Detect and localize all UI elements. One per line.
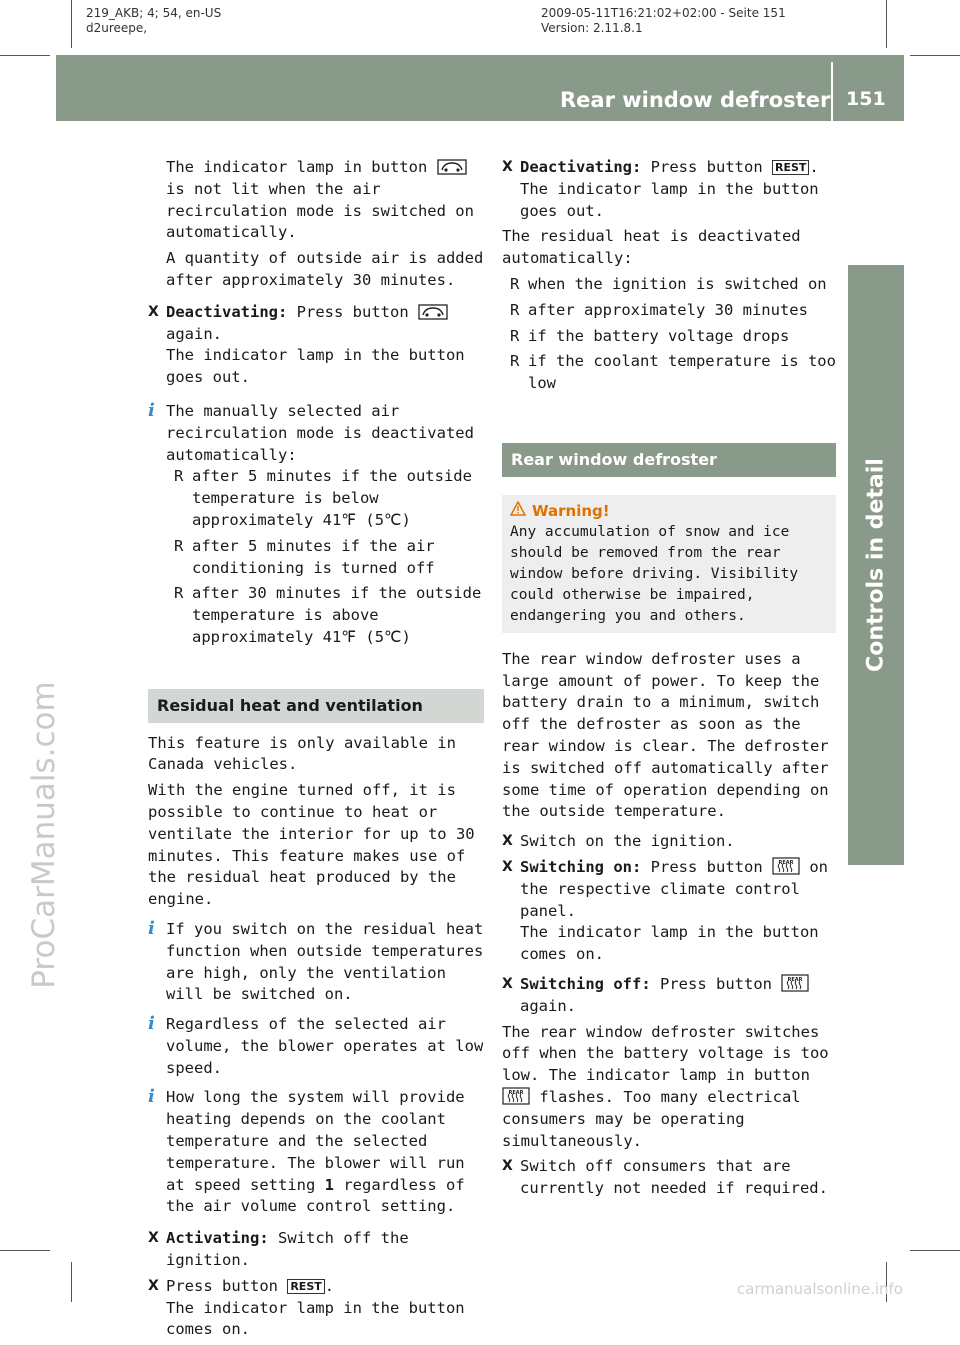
- step: [502, 157, 836, 222]
- rest-button-icon: REST: [772, 160, 809, 175]
- print-meta-right-line1: 2009-05-11T16:21:02+02:00 - Seite 151: [541, 6, 786, 20]
- watermark: ProCarManuals.com: [26, 681, 62, 989]
- info-text: Regardless of the selected air volume, the blower operates at low speed.: [166, 1015, 484, 1077]
- step-result: The indicator lamp in the button comes on.: [520, 923, 819, 964]
- text: Press button: [650, 857, 763, 876]
- crop-mark: [0, 55, 50, 56]
- step: [148, 1228, 484, 1272]
- paragraph: With the engine turned off, it is possible to continue to heat or ventilate the interior for up to 30 minutes. This feature makes use of the residual heat produced by the engine.: [148, 781, 475, 909]
- list-item: R after 5 minutes if the air conditioning is turned off: [166, 536, 484, 580]
- step-label: Deactivating:: [520, 158, 642, 176]
- text: Press button: [166, 1276, 278, 1295]
- info-icon: i: [148, 1086, 155, 1108]
- right-column: [502, 157, 836, 1204]
- info-note: [148, 401, 484, 649]
- info-note: [148, 1014, 484, 1079]
- step-result: The indicator lamp in the button goes out.: [520, 179, 819, 220]
- step: [148, 302, 484, 389]
- rear-defroster-icon: [781, 974, 809, 992]
- list-item: R if the coolant temperature is too low: [502, 351, 836, 395]
- step-result: The indicator lamp in the button goes out.: [166, 346, 465, 387]
- text: Press button: [660, 974, 772, 993]
- paragraph: The rear window defroster uses a large amount of power. To keep the battery drain to a minimum, switch off the defroster as soon as the rear window is clear. The defroster is switched off automatically after some time of operation depending on the outside temperature.: [502, 649, 829, 821]
- info-note: [148, 1087, 484, 1218]
- section-heading: Rear window defroster: [502, 443, 836, 477]
- print-meta-left-line2: d2ureepe,: [86, 21, 148, 35]
- crop-mark: [910, 55, 960, 56]
- car-recirculation-icon: [437, 159, 467, 175]
- paragraph: The residual heat is deactivated automatically:: [502, 227, 801, 268]
- info-note: [148, 919, 484, 1006]
- svg-text:REAR: REAR: [787, 976, 803, 983]
- print-meta-left: [86, 6, 221, 36]
- paragraph: [502, 1022, 836, 1153]
- print-meta-left-line1: 219_AKB; 4; 54, en-US: [86, 6, 222, 20]
- chapter-tab-label: Controls in detail: [863, 458, 889, 672]
- paragraph: [148, 157, 484, 244]
- section-heading: Residual heat and ventilation: [148, 689, 484, 723]
- step-label: Switching on:: [520, 857, 642, 876]
- print-meta-right: [541, 6, 786, 36]
- crop-mark: [0, 1250, 50, 1251]
- info-icon: i: [148, 917, 155, 939]
- svg-text:REAR: REAR: [778, 859, 794, 866]
- text: The rear window defroster switches off when the battery voltage is too low. The indicator lamp in button: [502, 1022, 829, 1085]
- step-label: Deactivating:: [166, 302, 288, 321]
- text: How long the system will provide heating depends on the coolant temperature and the selected temperature. The blower will run at speed setting: [166, 1088, 465, 1194]
- info-icon: i: [148, 1013, 155, 1035]
- paragraph: This feature is only available in Canada vehicles.: [148, 733, 456, 774]
- text: The indicator lamp in button: [166, 158, 428, 176]
- car-recirculation-icon: [418, 304, 448, 320]
- text: flashes. Too many electrical consumers may be operating simultaneously.: [502, 1087, 801, 1150]
- info-icon: i: [148, 399, 155, 421]
- list-item: R after 5 minutes if the outside temperature is below approximately 41℉ (5℃): [166, 466, 484, 531]
- info-text: [166, 1087, 484, 1218]
- crop-mark: [910, 1250, 960, 1251]
- print-meta-right-line2: Version: 2.11.8.1: [541, 21, 643, 35]
- list-item: R after 30 minutes if the outside temperature is above approximately 41℉ (5℃): [166, 583, 484, 648]
- list-item: R if the battery voltage drops: [502, 326, 836, 348]
- step-result: The indicator lamp in the button comes on.: [166, 1298, 465, 1339]
- left-column: [148, 157, 484, 1345]
- header-divider: [831, 62, 833, 121]
- text: .: [809, 158, 819, 176]
- paragraph: A quantity of outside air is added after approximately 30 minutes.: [166, 249, 484, 289]
- text: is not lit when the air recirculation mode is switched on automatically.: [166, 179, 474, 242]
- text: Press button: [296, 302, 409, 321]
- info-text: The manually selected air recirculation mode is deactivated automatically:: [166, 401, 474, 464]
- footer-watermark: carmanualsonline.info: [737, 1280, 903, 1298]
- crop-mark: [886, 0, 887, 48]
- crop-mark: [71, 0, 72, 48]
- text: again.: [166, 324, 222, 343]
- text: regardless of the air volume control setting.: [166, 1175, 465, 1216]
- info-text: If you switch on the residual heat function when outside temperatures are high, only the ventilation will be switched on.: [166, 919, 484, 1004]
- step: [502, 857, 836, 966]
- warning-box: [502, 495, 836, 633]
- text: Switch off the ignition.: [166, 1229, 409, 1270]
- text: Press button: [650, 158, 763, 176]
- list-item: R after approximately 30 minutes: [502, 300, 836, 322]
- step: X Switch on the ignition.: [502, 831, 836, 853]
- text: .: [324, 1276, 335, 1295]
- warning-title-text: Warning!: [532, 501, 610, 520]
- page-number: 151: [846, 88, 886, 110]
- step-label: Activating:: [166, 1229, 269, 1248]
- list-item: R when the ignition is switched on: [502, 274, 836, 296]
- warning-title: [510, 501, 828, 522]
- page-title: Rear window defroster: [560, 88, 831, 112]
- warning-text: Any accumulation of snow and ice should be removed from the rear window before driving. Visibility could otherwise be impaired, endangering you and others.: [510, 523, 799, 624]
- rear-defroster-icon: [772, 857, 800, 875]
- step: [502, 974, 836, 1018]
- rest-button-icon: REST: [287, 1279, 324, 1294]
- speed-setting: 1: [324, 1175, 334, 1194]
- warning-triangle-icon: [510, 501, 526, 517]
- text: again.: [520, 996, 576, 1015]
- step-label: Switching off:: [520, 974, 651, 993]
- rear-defroster-icon: [502, 1087, 530, 1105]
- crop-mark: [71, 1262, 72, 1302]
- step: X Switch off consumers that are currently not needed if required.: [502, 1156, 836, 1200]
- text: on the respective climate control panel.: [520, 857, 829, 920]
- step: [148, 1276, 484, 1341]
- svg-text:REAR: REAR: [508, 1089, 524, 1096]
